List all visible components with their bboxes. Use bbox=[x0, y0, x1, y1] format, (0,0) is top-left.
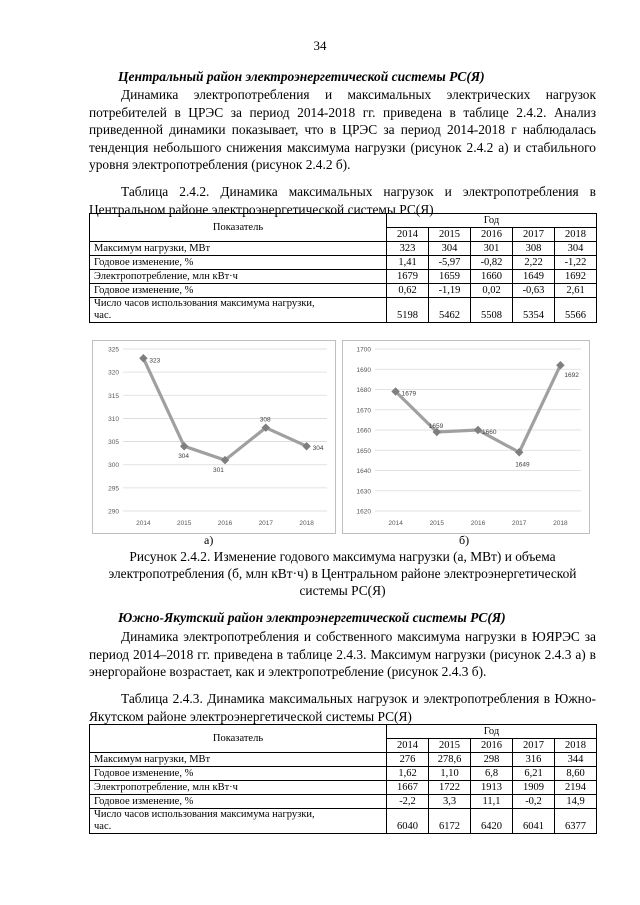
y-tick-label: 290 bbox=[108, 508, 119, 516]
table-cell: -0,82 bbox=[471, 256, 513, 270]
year-cell: 2018 bbox=[555, 739, 597, 753]
year-cell: 2016 bbox=[471, 228, 513, 242]
table-cell: -5,97 bbox=[429, 256, 471, 270]
x-tick-label: 2016 bbox=[217, 520, 233, 527]
header-indicator: Показатель bbox=[90, 214, 387, 242]
y-tick-label: 325 bbox=[108, 346, 119, 354]
table-row bbox=[90, 270, 597, 284]
table-row bbox=[90, 795, 597, 809]
table-cell: 6,8 bbox=[471, 767, 513, 781]
table-cell: 6,21 bbox=[513, 767, 555, 781]
table-caption-south-text: Таблица 2.4.3. Динамика максимальных нагрузок и электропотребления в Южно-Якутском районе электроэнергетической системы РС(Я) bbox=[89, 691, 596, 724]
table-row bbox=[90, 242, 597, 256]
row-label: Годовое изменение, % bbox=[90, 284, 387, 298]
y-tick-label: 320 bbox=[108, 369, 119, 377]
table-cell: 6040 bbox=[387, 809, 429, 834]
table-cell: -0,2 bbox=[513, 795, 555, 809]
figure-label-a: а) bbox=[204, 533, 214, 547]
header-year: Год bbox=[387, 214, 597, 228]
year-cell: 2018 bbox=[555, 228, 597, 242]
paragraph-south-text: Динамика электропотребления и собственного максимума нагрузки в ЮЯРЭС за период 2014–2018 гг. приведена в таблице 2.4.3. Максимум нагрузки (рисунок 2.4.3 а) в энергорайоне возрастает, как и электропотребление (рисунок 2.4.3 б). bbox=[89, 629, 596, 679]
table-cell: 11,1 bbox=[471, 795, 513, 809]
table-row bbox=[90, 809, 597, 834]
row-label-line2: час. bbox=[94, 310, 112, 321]
y-tick-label: 1650 bbox=[356, 447, 371, 455]
table-cell: 5462 bbox=[429, 298, 471, 323]
table-header-row bbox=[90, 214, 597, 228]
year-cell: 2014 bbox=[387, 228, 429, 242]
row-label: Электропотребление, млн кВт·ч bbox=[90, 270, 387, 284]
table-cell: 0,02 bbox=[471, 284, 513, 298]
table-cell: 2,22 bbox=[513, 256, 555, 270]
x-tick-label: 2017 bbox=[511, 520, 527, 527]
row-label-line1: Число часов использования максимума нагрузки, bbox=[94, 809, 315, 820]
y-tick-label: 295 bbox=[108, 485, 119, 493]
table-cell: 276 bbox=[387, 753, 429, 767]
paragraph-central-text: Динамика электропотребления и максимальных электрических нагрузок потребителей в ЦРЭС за период 2014-2018 гг. приведена в таблице 2.4.2. Анализ приведенной динамики показывает, что в ЦРЭС за период 2014-2018 г наблюдалась тенденция небольшого снижения максимума нагрузки (рисунок 2.4.2 а) и стабильного уровня электропотребления (рисунок 2.4.2 б). bbox=[89, 87, 596, 172]
table-cell: 5508 bbox=[471, 298, 513, 323]
table-cell: 304 bbox=[429, 242, 471, 256]
table-cell: 278,6 bbox=[429, 753, 471, 767]
table-cell: 1679 bbox=[387, 270, 429, 284]
table-cell: 6377 bbox=[555, 809, 597, 834]
row-label: Годовое изменение, % bbox=[90, 256, 387, 270]
row-label bbox=[90, 809, 387, 834]
year-cell: 2017 bbox=[513, 228, 555, 242]
data-label: 1679 bbox=[401, 390, 417, 398]
data-label: 1659 bbox=[428, 423, 444, 431]
table-cell: 8,60 bbox=[555, 767, 597, 781]
row-label: Годовое изменение, % bbox=[90, 795, 387, 809]
paragraph-central bbox=[89, 86, 596, 174]
y-tick-label: 1680 bbox=[356, 387, 371, 394]
year-cell: 2017 bbox=[513, 739, 555, 753]
x-tick-label: 2017 bbox=[258, 520, 274, 527]
x-tick-label: 2014 bbox=[136, 520, 151, 527]
table-central bbox=[89, 213, 597, 323]
row-label: Максимум нагрузки, МВт bbox=[90, 753, 387, 767]
table-cell: 5566 bbox=[555, 298, 597, 323]
table-row bbox=[90, 753, 597, 767]
table-row bbox=[90, 256, 597, 270]
data-label: 301 bbox=[213, 467, 224, 475]
table-cell: 2194 bbox=[555, 781, 597, 795]
figure-label-b: б) bbox=[459, 533, 470, 547]
table-caption-south bbox=[89, 690, 596, 725]
x-tick-label: 2015 bbox=[429, 520, 445, 527]
table-cell: 304 bbox=[555, 242, 597, 256]
header-year: Год bbox=[387, 725, 597, 739]
table-cell: 3,3 bbox=[429, 795, 471, 809]
paragraph-south bbox=[89, 628, 596, 681]
data-label: 1692 bbox=[564, 372, 579, 380]
table-cell: 298 bbox=[471, 753, 513, 767]
table-cell: -1,22 bbox=[555, 256, 597, 270]
section-heading-south: Южно-Якутский район электроэнергетической системы РС(Я) bbox=[118, 610, 506, 625]
page-number: 34 bbox=[313, 38, 327, 53]
x-tick-label: 2018 bbox=[299, 520, 314, 527]
data-label: 304 bbox=[178, 453, 190, 461]
row-label-line1: Число часов использования максимума нагрузки, bbox=[94, 298, 315, 309]
table-cell: 1660 bbox=[471, 270, 513, 284]
y-tick-label: 1630 bbox=[356, 488, 371, 496]
y-tick-label: 1670 bbox=[356, 407, 371, 415]
y-tick-label: 1700 bbox=[356, 346, 371, 354]
y-tick-label: 1690 bbox=[356, 366, 371, 374]
table-cell: 1659 bbox=[429, 270, 471, 284]
year-cell: 2015 bbox=[429, 228, 471, 242]
row-label-line2: час. bbox=[94, 821, 112, 832]
table-cell: 6041 bbox=[513, 809, 555, 834]
table-cell: 1692 bbox=[555, 270, 597, 284]
table-cell: 1649 bbox=[513, 270, 555, 284]
table-cell: 5354 bbox=[513, 298, 555, 323]
row-label: Электропотребление, млн кВт·ч bbox=[90, 781, 387, 795]
row-label: Годовое изменение, % bbox=[90, 767, 387, 781]
table-cell: 1667 bbox=[387, 781, 429, 795]
data-label: 1649 bbox=[515, 461, 530, 469]
table-cell: 1909 bbox=[513, 781, 555, 795]
table-cell: 1913 bbox=[471, 781, 513, 795]
table-cell: 1,10 bbox=[429, 767, 471, 781]
data-label: 308 bbox=[259, 416, 271, 424]
y-tick-label: 300 bbox=[108, 462, 119, 470]
y-tick-label: 1640 bbox=[356, 468, 371, 475]
table-cell: 1,41 bbox=[387, 256, 429, 270]
data-label: 304 bbox=[312, 445, 324, 453]
data-label: 1660 bbox=[482, 429, 497, 436]
table-cell: 1722 bbox=[429, 781, 471, 795]
table-cell: 344 bbox=[555, 753, 597, 767]
row-label bbox=[90, 298, 387, 323]
table-cell: 6420 bbox=[471, 809, 513, 834]
table-row bbox=[90, 781, 597, 795]
y-tick-label: 1620 bbox=[356, 508, 371, 516]
y-tick-label: 310 bbox=[108, 415, 119, 423]
table-cell: 14,9 bbox=[555, 795, 597, 809]
table-cell: -2,2 bbox=[387, 795, 429, 809]
series-line bbox=[396, 365, 561, 452]
series-line bbox=[143, 358, 306, 460]
table-row bbox=[90, 298, 597, 323]
header-indicator: Показатель bbox=[90, 725, 387, 753]
table-cell: -0,63 bbox=[513, 284, 555, 298]
y-tick-label: 1660 bbox=[356, 427, 371, 435]
x-tick-label: 2015 bbox=[176, 520, 192, 527]
table-row bbox=[90, 767, 597, 781]
data-label: 323 bbox=[149, 357, 161, 365]
table-cell: 301 bbox=[471, 242, 513, 256]
chart-b bbox=[342, 340, 590, 534]
table-caption-central-text: Таблица 2.4.2. Динамика максимальных нагрузок и электропотребления в Центральном районе электроэнергетической системы РС(Я) bbox=[89, 184, 596, 217]
table-header-row bbox=[90, 725, 597, 739]
chart-a bbox=[92, 340, 336, 534]
x-tick-label: 2018 bbox=[553, 520, 568, 527]
row-label: Максимум нагрузки, МВт bbox=[90, 242, 387, 256]
table-cell: 316 bbox=[513, 753, 555, 767]
table-row bbox=[90, 284, 597, 298]
table-cell: 6172 bbox=[429, 809, 471, 834]
table-south bbox=[89, 724, 597, 834]
year-cell: 2014 bbox=[387, 739, 429, 753]
table-cell: 5198 bbox=[387, 298, 429, 323]
table-cell: 308 bbox=[513, 242, 555, 256]
table-cell: 1,62 bbox=[387, 767, 429, 781]
figure-caption: Рисунок 2.4.2. Изменение годового максимума нагрузки (а, МВт) и объема электропотребления (б, млн кВт·ч) в Центральном районе электроэнергетической системы РС(Я) bbox=[108, 549, 577, 598]
year-cell: 2015 bbox=[429, 739, 471, 753]
table-cell: -1,19 bbox=[429, 284, 471, 298]
x-tick-label: 2016 bbox=[470, 520, 486, 527]
year-cell: 2016 bbox=[471, 739, 513, 753]
table-cell: 0,62 bbox=[387, 284, 429, 298]
table-cell: 323 bbox=[387, 242, 429, 256]
section-heading-central: Центральный район электроэнергетической системы РС(Я) bbox=[118, 69, 485, 84]
x-tick-label: 2014 bbox=[388, 520, 403, 527]
y-tick-label: 305 bbox=[108, 439, 119, 447]
y-tick-label: 315 bbox=[108, 392, 119, 400]
table-cell: 2,61 bbox=[555, 284, 597, 298]
